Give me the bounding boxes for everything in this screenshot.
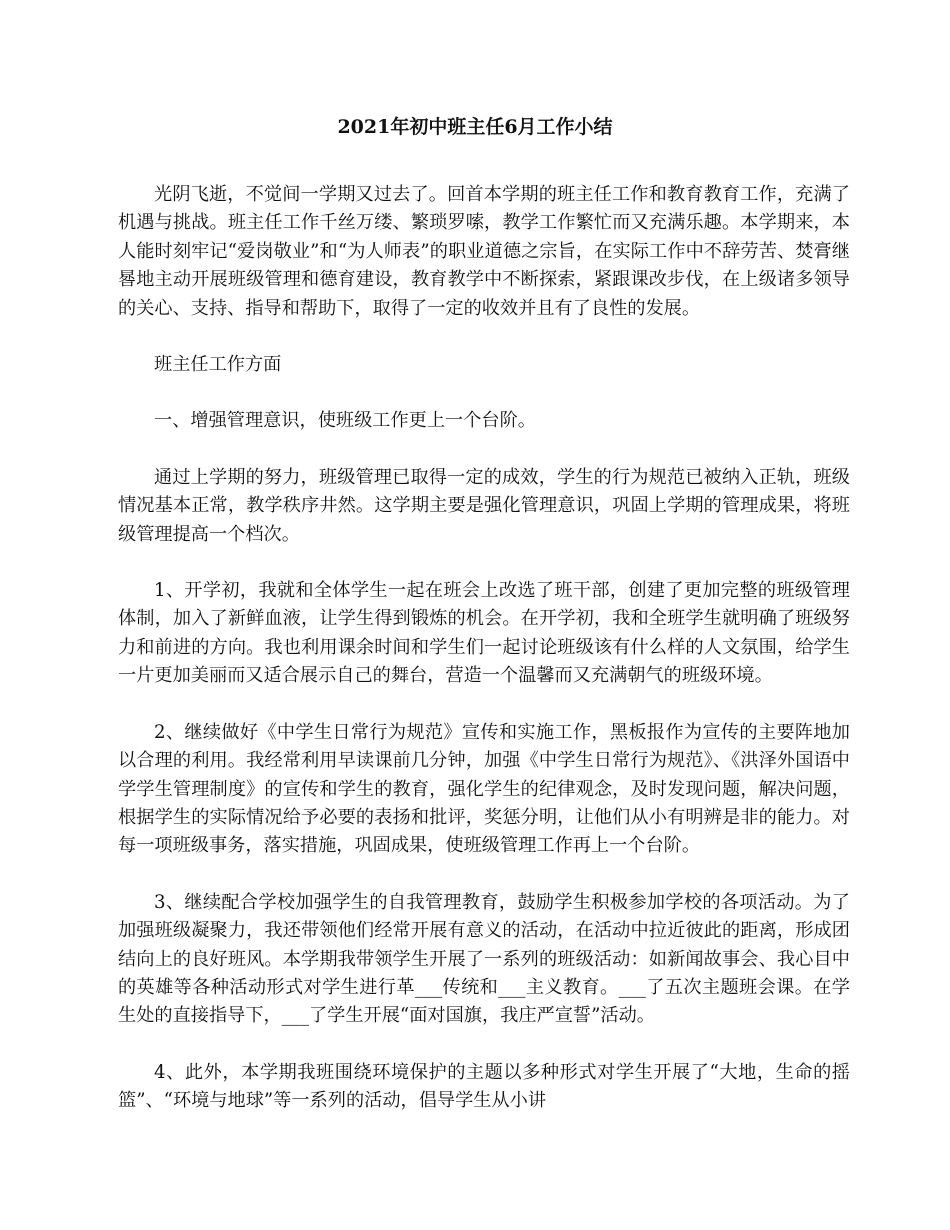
- paragraph-overview: 通过上学期的努力，班级管理已取得一定的成效，学生的行为规范已被纳入正轨，班级情况基本正常，教学秩序井然。这学期主要是强化管理意识，巩固上学期的管理成果，将班级管理提高一个档次。: [118, 466, 850, 545]
- paragraph-item-4: 4、此外，本学期我班围绕环境保护的主题以多种形式对学生开展了“大地，生命的摇篮”、“环境与地球”等一系列的活动，倡导学生从小讲: [118, 1061, 850, 1112]
- paragraph-intro: 光阴飞逝，不觉间一学期又过去了。回首本学期的班主任工作和教育教育工作，充满了机遇与挑战。班主任工作千丝万缕、繁琐罗嗦，教学工作繁忙而又充满乐趣。本学期来，本人能时刻牢记“爱岗敬业”和“为人师表”的职业道德之宗旨，在实际工作中不辞劳苦、焚膏继晷地主动开展班级管理和德育建设，教育教学中不断探索，紧跟课改步伐，在上级诸多领导的关心、支持、指导和帮助下，取得了一定的收效并且有了良性的发展。: [118, 184, 850, 319]
- subsection-heading: 一、增强管理意识，使班级工作更上一个台阶。: [154, 410, 536, 432]
- paragraph-item-3: 3、继续配合学校加强学生的自我管理教育，鼓励学生积极参加学校的各项活动。为了加强班级凝聚力，我还带领他们经常开展有意义的活动，在活动中拉近彼此的距离，形成团结向上的良好班风。本学期我带领学生开展了一系列的班级活动：如新闻故事会、我心目中的英雄等各种活动形式对学生进行革___传统和___主义教育。___了五次主题班会课。在学生处的直接指导下，___了学生开展“面对国旗，我庄严宣誓”活动。: [118, 891, 850, 1027]
- paragraph-item-1: 1、开学初，我就和全体学生一起在班会上改选了班干部，创建了更加完整的班级管理体制，加入了新鲜血液，让学生得到锻炼的机会。在开学初，我和全班学生就明确了班级努力和前进的方向。我也利用课余时间和学生们一起讨论班级该有什么样的人文氛围，给学生一片更加美丽而又适合展示自己的舞台，营造一个温馨而又充满朝气的班级环境。: [118, 580, 850, 687]
- document-body: [118, 181, 850, 1144]
- document-title: 2021年初中班主任6月工作小结: [337, 116, 613, 138]
- document-page: [118, 0, 850, 1230]
- section-heading: 班主任工作方面: [154, 354, 282, 376]
- paragraph-item-2: 2、继续做好《中学生日常行为规范》宣传和实施工作，黑板报作为宣传的主要阵地加以合理的利用。我经常利用早读课前几分钟，加强《中学生日常行为规范》、《洪泽外国语中学学生管理制度》的宣传和学生的教育，强化学生的纪律观念，及时发现问题，解决问题，根据学生的实际情况给予必要的表扬和批评，奖惩分明，让他们从小有明辨是非的能力。对每一项班级事务，落实措施，巩固成果，使班级管理工作再上一个台阶。: [118, 721, 850, 857]
